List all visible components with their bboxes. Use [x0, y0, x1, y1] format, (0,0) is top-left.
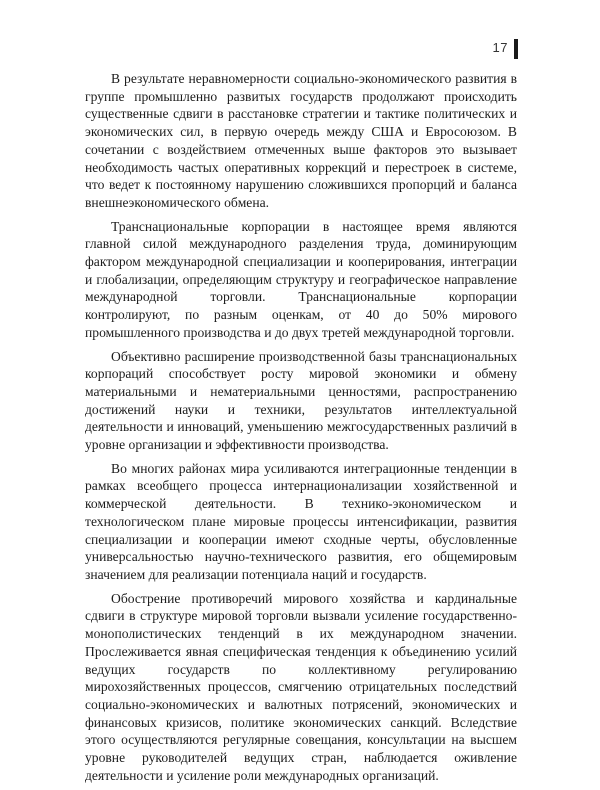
header-marker-bar	[514, 39, 518, 59]
paragraph-3: Объективно расширение производственной базы транснациональных корпораций способствует росту мировой экономики и обмену материальными и нематериальными ценностями, распространению достижений науки и техники, результатов интеллектуальной деятельности и инноваций, уменьшению межгосударственных различий в уровне организации и эффективности производства.	[85, 348, 517, 453]
paragraph-5: Обострение противоречий мирового хозяйства и кардинальные сдвиги в структуре мировой торговли вызвали усиление государственно-монополистических тенденций в их международном значении. Прослеживается явная специфическая тенденция к объединению усилий ведущих государств по коллективному регулированию мирохозяйственных процессов, смягчению отрицательных последствий социально-экономических и валютных потрясений, экономических и финансовых кризисов, политике экономических санкций. Вследствие этого осуществляются регулярные совещания, консультации на высшем уровне руководителей ведущих стран, наблюдается оживление деятельности и усиление роли международных организаций.	[85, 590, 517, 783]
page-header	[0, 38, 600, 62]
paragraph-2: Транснациональные корпорации в настоящее время являются главной силой международного разделения труда, доминирующим фактором международной специализации и кооперирования, интеграции и глобализации, определяющим структуру и географическое направление международной торговли. Транснациональные корпорации контролируют, по разным оценкам, от 40 до 50% мирового промышленного производства и до двух третей международной торговли.	[85, 218, 517, 340]
paragraph-1: В результате неравномерности социально-экономического развития в группе промышленно развитых государств продолжают происходить существенные сдвиги в расстановке стратегии и тактике политических и экономических сил, в первую очередь между США и Евросоюзом. В сочетании с воздействием отмеченных выше факторов это вызывает необходимость частых оперативных коррекций и перестроек в системе, что ведет к постоянному нарушению сложившихся пропорций и баланса внешнеэкономического обмена.	[85, 71, 517, 210]
page-number: 17	[492, 40, 508, 55]
page-body	[85, 70, 517, 790]
paragraph-4: Во многих районах мира усиливаются интеграционные тенденции в рамках всеобщего процесса интернационализации хозяйственной и коммерческой деятельности. В технико-экономическом и технологическом плане мировые процессы интенсификации, развития специализации и кооперации имеют сходные черты, обусловленные универсальностью научно-технического развития, его общемировым значением для реализации потенциала наций и государств.	[85, 460, 517, 582]
